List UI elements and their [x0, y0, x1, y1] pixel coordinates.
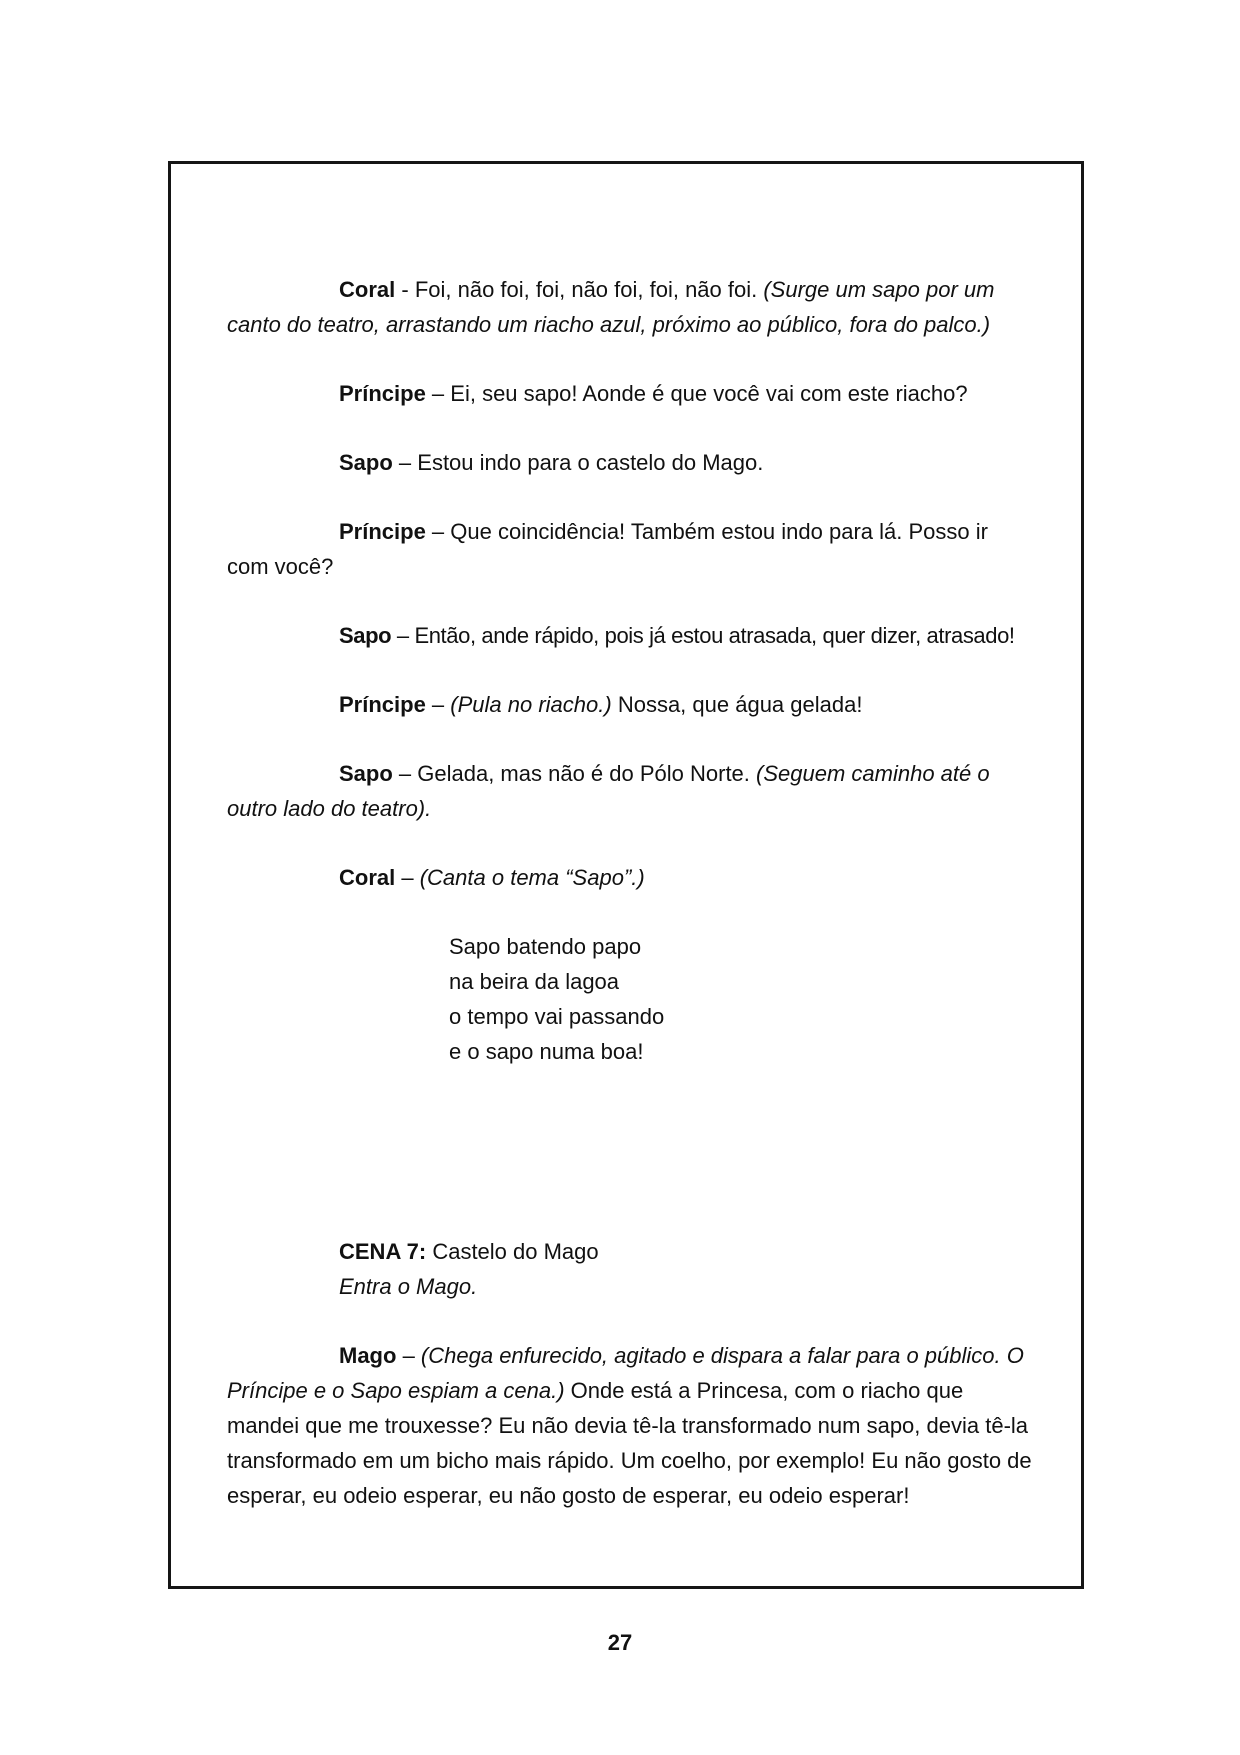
- stage-direction: (Pula no riacho.): [450, 692, 612, 717]
- dialogue-line-3: [227, 445, 1035, 480]
- speaker-name: Príncipe: [339, 381, 426, 406]
- speaker-name: Príncipe: [339, 692, 426, 717]
- separator: –: [395, 865, 420, 890]
- separator: –: [396, 1343, 421, 1368]
- scene-heading: [339, 1234, 1035, 1304]
- speaker-name: Sapo: [339, 623, 392, 648]
- page-number: 27: [607, 1630, 633, 1655]
- dialogue-text: Nossa, que água gelada!: [611, 692, 863, 717]
- dialogue-line-final: [227, 1338, 1035, 1513]
- dialogue-line-5: [227, 618, 1035, 653]
- song-line: na beira da lagoa: [449, 969, 620, 994]
- separator: -: [395, 277, 415, 302]
- dialogue-text: Onde está a Princesa, com o riacho que mandei que me trouxesse? Eu não devia tê-la transformado num sapo, devia tê-la transformado em um bicho mais rápido. Um coelho, por exemplo! Eu não gosto de esperar, eu odeio esperar, eu não gosto de esperar, eu odeio esperar!: [227, 1378, 1032, 1508]
- dialogue-line-1: [227, 272, 1035, 342]
- separator: –: [392, 450, 418, 475]
- dialogue-text: Foi, não foi, foi, não foi, foi, não foi.: [414, 277, 764, 302]
- dialogue-line-6: [227, 687, 1035, 722]
- song-line: o tempo vai passando: [449, 1004, 665, 1029]
- speaker-name: Sapo: [339, 450, 393, 475]
- stage-direction: (Surge um sapo por um canto do teatro, arrastando um riacho azul, próximo ao público, fora do palco.): [227, 277, 995, 337]
- speaker-name: Mago: [339, 1343, 397, 1368]
- song-line: e o sapo numa boa!: [449, 1039, 644, 1064]
- separator: –: [425, 519, 451, 544]
- scene-title: [339, 1234, 1035, 1269]
- scene-place: Castelo do Mago: [426, 1239, 599, 1264]
- speaker-name: Sapo: [339, 761, 393, 786]
- scene-entry: Entra o Mago.: [339, 1274, 478, 1299]
- separator: –: [391, 623, 415, 648]
- separator: –: [425, 381, 451, 406]
- separator: –: [392, 761, 418, 786]
- page-frame: [168, 161, 1084, 1589]
- dialogue-text: Gelada, mas não é do Pólo Norte.: [417, 761, 757, 786]
- dialogue-text: Que coincidência! Também estou indo para lá. Posso ir com você?: [227, 519, 988, 579]
- speaker-name: Coral: [339, 277, 396, 302]
- dialogue-line-4: [227, 514, 1035, 584]
- speaker-name: Príncipe: [339, 519, 426, 544]
- dialogue-line-8: [227, 860, 1035, 895]
- dialogue-line-2: [227, 376, 1035, 411]
- dialogue-text: Ei, seu sapo! Aonde é que você vai com este riacho?: [450, 381, 968, 406]
- separator: –: [425, 692, 451, 717]
- dialogue-text: Estou indo para o castelo do Mago.: [417, 450, 764, 475]
- song-line: Sapo batendo papo: [449, 934, 642, 959]
- script-content: [227, 272, 1035, 1513]
- dialogue-text: Então, ande rápido, pois já estou atrasada, quer dizer, atrasado!: [414, 623, 1015, 648]
- stage-direction: (Canta o tema “Sapo”.): [419, 865, 645, 890]
- dialogue-line-7: [227, 756, 1035, 826]
- stage-direction: (Seguem caminho até o outro lado do teatro).: [227, 761, 990, 821]
- stage-direction: (Chega enfurecido, agitado e dispara a falar para o público. O Príncipe e o Sapo espiam a cena.): [227, 1343, 1024, 1403]
- song-lyrics: [449, 929, 1035, 1069]
- scene-label: CENA 7:: [339, 1239, 427, 1264]
- speaker-name: Coral: [339, 865, 396, 890]
